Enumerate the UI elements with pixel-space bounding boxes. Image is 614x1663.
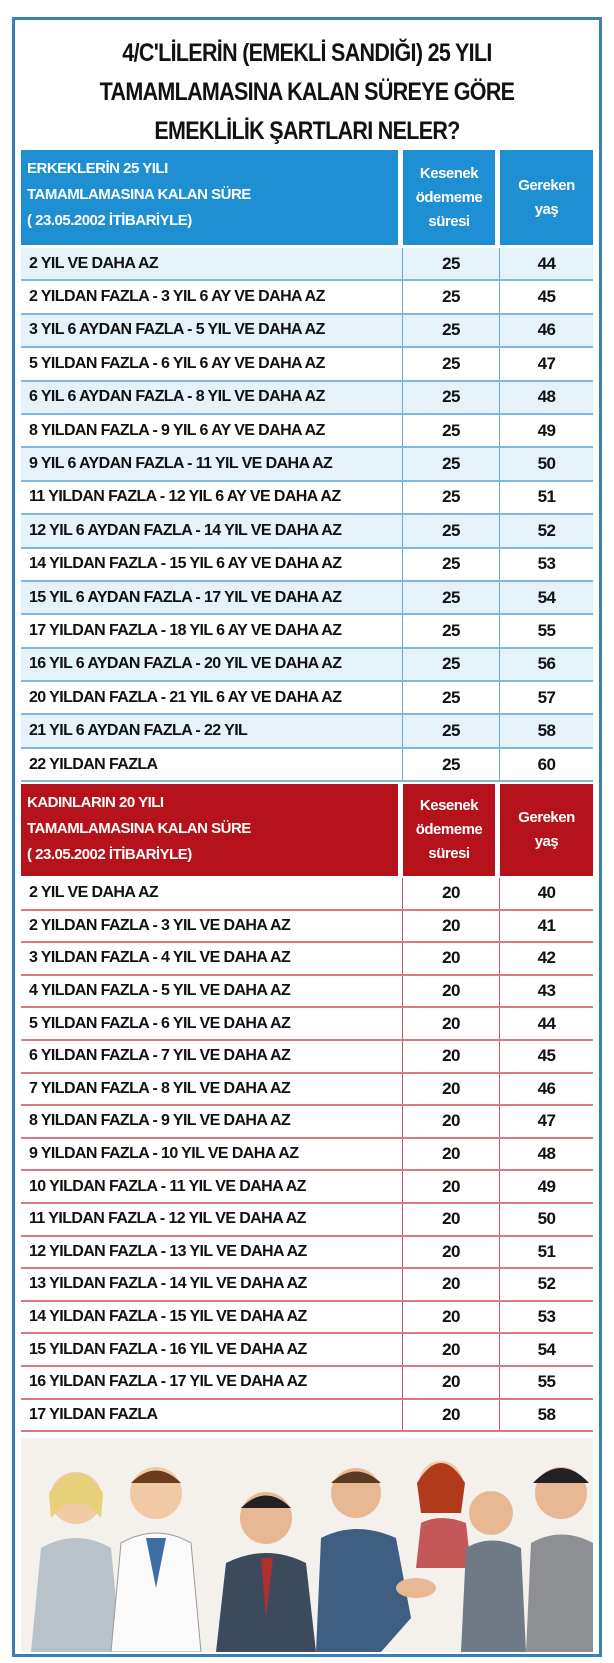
kesenek-cell: 25	[403, 448, 500, 479]
period-cell: 5 YILDAN FAZLA - 6 YIL 6 AY VE DAHA AZ	[21, 348, 403, 379]
period-cell: 13 YILDAN FAZLA - 14 YIL VE DAHA AZ	[21, 1269, 403, 1300]
period-cell: 15 YILDAN FAZLA - 16 YIL VE DAHA AZ	[21, 1334, 403, 1365]
age-cell: 53	[537, 554, 556, 574]
table-row	[21, 1041, 593, 1074]
period-cell: 8 YILDAN FAZLA - 9 YIL VE DAHA AZ	[21, 1106, 403, 1137]
table-row	[21, 878, 593, 911]
period-cell: 9 YILDAN FAZLA - 10 YIL VE DAHA AZ	[21, 1139, 403, 1170]
age-cell: 57	[537, 687, 556, 707]
header-line: KADINLARIN 20 YILI	[27, 794, 164, 811]
period-cell: 14 YILDAN FAZLA - 15 YIL 6 AY VE DAHA AZ	[21, 549, 403, 580]
period-cell: 17 YILDAN FAZLA	[21, 1400, 403, 1431]
age-cell: 49	[537, 420, 556, 440]
period-cell: 8 YILDAN FAZLA - 9 YIL 6 AY VE DAHA AZ	[21, 415, 403, 446]
table-row	[21, 911, 593, 944]
table-row	[21, 1139, 593, 1172]
age-cell: 55	[537, 1372, 556, 1392]
kesenek-cell: 25	[403, 549, 500, 580]
age-cell: 48	[537, 387, 556, 407]
table-row	[21, 415, 593, 448]
age-cell: 56	[537, 654, 556, 674]
period-cell: 12 YIL 6 AYDAN FAZLA - 14 YIL VE DAHA AZ	[21, 515, 403, 546]
table-row	[21, 943, 593, 976]
table-row	[21, 582, 593, 615]
period-cell: 2 YIL VE DAHA AZ	[21, 878, 403, 909]
period-cell: 21 YIL 6 AYDAN FAZLA - 22 YIL	[21, 715, 403, 746]
header-line: Gereken	[518, 809, 575, 826]
title-line: 4/C'LİLERİN (EMEKLİ SANDIĞI) 25 YILI	[122, 39, 492, 67]
kesenek-cell: 25	[403, 615, 500, 646]
table-row	[21, 1074, 593, 1107]
header-line: ( 23.05.2002 İTİBARİYLE)	[27, 212, 192, 229]
age-cell: 42	[537, 948, 556, 968]
header-line: TAMAMLAMASINA KALAN SÜRE	[27, 186, 251, 203]
kesenek-cell: 20	[403, 1074, 500, 1105]
age-cell: 45	[537, 287, 556, 307]
period-cell: 6 YIL 6 AYDAN FAZLA - 8 YIL VE DAHA AZ	[21, 382, 403, 413]
kesenek-cell: 20	[403, 1041, 500, 1072]
kesenek-cell: 20	[403, 1367, 500, 1398]
title-line: TAMAMLAMASINA KALAN SÜREYE GÖRE	[99, 78, 515, 106]
age-cell: 54	[537, 587, 556, 607]
age-cell: 48	[537, 1144, 556, 1164]
period-cell: 10 YILDAN FAZLA - 11 YIL VE DAHA AZ	[21, 1171, 403, 1202]
period-cell: 11 YILDAN FAZLA - 12 YIL VE DAHA AZ	[21, 1204, 403, 1235]
page-title	[56, 34, 558, 151]
table-row	[21, 1237, 593, 1270]
header-line: Kesenek	[419, 797, 479, 814]
person-man-right	[526, 1467, 593, 1652]
age-cell: 45	[537, 1046, 556, 1066]
table-row	[21, 1269, 593, 1302]
table-row	[21, 549, 593, 582]
kesenek-cell: 25	[403, 682, 500, 713]
age-cell: 41	[537, 915, 556, 935]
age-cell: 51	[537, 1241, 556, 1261]
period-cell: 4 YILDAN FAZLA - 5 YIL VE DAHA AZ	[21, 976, 403, 1007]
age-cell: 46	[537, 1078, 556, 1098]
handshake	[396, 1578, 436, 1598]
age-cell: 58	[537, 721, 556, 741]
table-row	[21, 348, 593, 381]
age-cell: 54	[537, 1339, 556, 1359]
women-header-kesenek	[403, 784, 495, 876]
kesenek-cell: 25	[403, 315, 500, 346]
age-cell: 44	[537, 1013, 556, 1033]
header-line: TAMAMLAMASINA KALAN SÜRE	[27, 820, 251, 837]
table-row	[21, 1106, 593, 1139]
header-line: Kesenek	[419, 164, 479, 182]
header-line: Gereken	[518, 176, 575, 194]
header-line: ( 23.05.2002 İTİBARİYLE)	[27, 846, 192, 863]
period-cell: 5 YILDAN FAZLA - 6 YIL VE DAHA AZ	[21, 1008, 403, 1039]
period-cell: 20 YILDAN FAZLA - 21 YIL 6 AY VE DAHA AZ	[21, 682, 403, 713]
table-row	[21, 1400, 593, 1433]
period-cell: 15 YIL 6 AYDAN FAZLA - 17 YIL VE DAHA AZ	[21, 582, 403, 613]
kesenek-cell: 20	[403, 1237, 500, 1268]
table-row	[21, 1367, 593, 1400]
kesenek-cell: 20	[403, 1139, 500, 1170]
kesenek-cell: 25	[403, 582, 500, 613]
kesenek-cell: 20	[403, 1269, 500, 1300]
table-row	[21, 615, 593, 648]
men-table-header	[21, 150, 593, 245]
header-line: yaş	[534, 200, 559, 218]
period-cell: 17 YILDAN FAZLA - 18 YIL 6 AY VE DAHA AZ	[21, 615, 403, 646]
period-cell: 11 YILDAN FAZLA - 12 YIL 6 AY VE DAHA AZ	[21, 482, 403, 513]
age-cell: 47	[537, 1111, 556, 1131]
kesenek-cell: 20	[403, 1171, 500, 1202]
kesenek-cell: 25	[403, 715, 500, 746]
women-header-label	[21, 784, 398, 876]
table-row	[21, 281, 593, 314]
kesenek-cell: 25	[403, 415, 500, 446]
kesenek-cell: 25	[403, 515, 500, 546]
kesenek-cell: 20	[403, 1008, 500, 1039]
header-line: yaş	[534, 833, 559, 850]
age-cell: 47	[537, 353, 556, 373]
table-row	[21, 315, 593, 348]
period-cell: 6 YILDAN FAZLA - 7 YIL VE DAHA AZ	[21, 1041, 403, 1072]
age-cell: 51	[537, 487, 556, 507]
kesenek-cell: 25	[403, 281, 500, 312]
women-header-yas	[500, 784, 593, 876]
period-cell: 12 YILDAN FAZLA - 13 YIL VE DAHA AZ	[21, 1237, 403, 1268]
period-cell: 2 YILDAN FAZLA - 3 YIL 6 AY VE DAHA AZ	[21, 281, 403, 312]
men-header-kesenek	[403, 150, 495, 245]
age-cell: 55	[537, 620, 556, 640]
period-cell: 3 YIL 6 AYDAN FAZLA - 5 YIL VE DAHA AZ	[21, 315, 403, 346]
table-row	[21, 1008, 593, 1041]
age-cell: 40	[537, 883, 556, 903]
period-cell: 2 YIL VE DAHA AZ	[21, 248, 403, 279]
kesenek-cell: 25	[403, 482, 500, 513]
period-cell: 16 YIL 6 AYDAN FAZLA - 20 YIL VE DAHA AZ	[21, 649, 403, 680]
kesenek-cell: 20	[403, 1334, 500, 1365]
men-header-yas	[500, 150, 593, 245]
people-illustration	[21, 1438, 593, 1652]
table-row	[21, 382, 593, 415]
header-line: süresi	[428, 845, 470, 862]
period-cell: 3 YILDAN FAZLA - 4 YIL VE DAHA AZ	[21, 943, 403, 974]
table-row	[21, 682, 593, 715]
kesenek-cell: 20	[403, 1204, 500, 1235]
age-cell: 53	[537, 1307, 556, 1327]
table-row	[21, 482, 593, 515]
table-row	[21, 749, 593, 782]
header-line: ödememe	[415, 188, 483, 206]
age-cell: 44	[537, 253, 556, 273]
kesenek-cell: 25	[403, 382, 500, 413]
table-row	[21, 1171, 593, 1204]
header-line: ödememe	[415, 821, 483, 838]
men-table-body	[21, 248, 593, 782]
kesenek-cell: 25	[403, 248, 500, 279]
kesenek-cell: 25	[403, 348, 500, 379]
age-cell: 58	[537, 1404, 556, 1424]
women-table-header	[21, 784, 593, 876]
kesenek-cell: 20	[403, 1106, 500, 1137]
period-cell: 9 YIL 6 AYDAN FAZLA - 11 YIL VE DAHA AZ	[21, 448, 403, 479]
title-line: EMEKLİLİK ŞARTLARI NELER?	[154, 117, 460, 145]
kesenek-cell: 20	[403, 1302, 500, 1333]
header-line: ERKEKLERİN 25 YILI	[27, 160, 168, 177]
table-row	[21, 1302, 593, 1335]
age-cell: 52	[537, 1274, 556, 1294]
women-table-body	[21, 878, 593, 1432]
men-header-label	[21, 150, 398, 245]
kesenek-cell: 20	[403, 878, 500, 909]
table-row	[21, 1204, 593, 1237]
header-line: süresi	[428, 212, 470, 230]
table-row	[21, 649, 593, 682]
period-cell: 2 YILDAN FAZLA - 3 YIL VE DAHA AZ	[21, 911, 403, 942]
table-row	[21, 715, 593, 748]
period-cell: 16 YILDAN FAZLA - 17 YIL VE DAHA AZ	[21, 1367, 403, 1398]
age-cell: 50	[537, 1209, 556, 1229]
age-cell: 52	[537, 520, 556, 540]
kesenek-cell: 20	[403, 1400, 500, 1431]
kesenek-cell: 25	[403, 749, 500, 780]
kesenek-cell: 25	[403, 649, 500, 680]
table-row	[21, 976, 593, 1009]
infographic-frame	[12, 17, 602, 1657]
kesenek-cell: 20	[403, 911, 500, 942]
period-cell: 14 YILDAN FAZLA - 15 YIL VE DAHA AZ	[21, 1302, 403, 1333]
period-cell: 22 YILDAN FAZLA	[21, 749, 403, 780]
age-cell: 49	[537, 1176, 556, 1196]
kesenek-cell: 20	[403, 943, 500, 974]
table-row	[21, 248, 593, 281]
period-cell: 7 YILDAN FAZLA - 8 YIL VE DAHA AZ	[21, 1074, 403, 1105]
age-cell: 43	[537, 981, 556, 1001]
age-cell: 60	[537, 754, 556, 774]
kesenek-cell: 20	[403, 976, 500, 1007]
age-cell: 46	[537, 320, 556, 340]
table-row	[21, 1334, 593, 1367]
age-cell: 50	[537, 454, 556, 474]
table-row	[21, 448, 593, 481]
table-row	[21, 515, 593, 548]
